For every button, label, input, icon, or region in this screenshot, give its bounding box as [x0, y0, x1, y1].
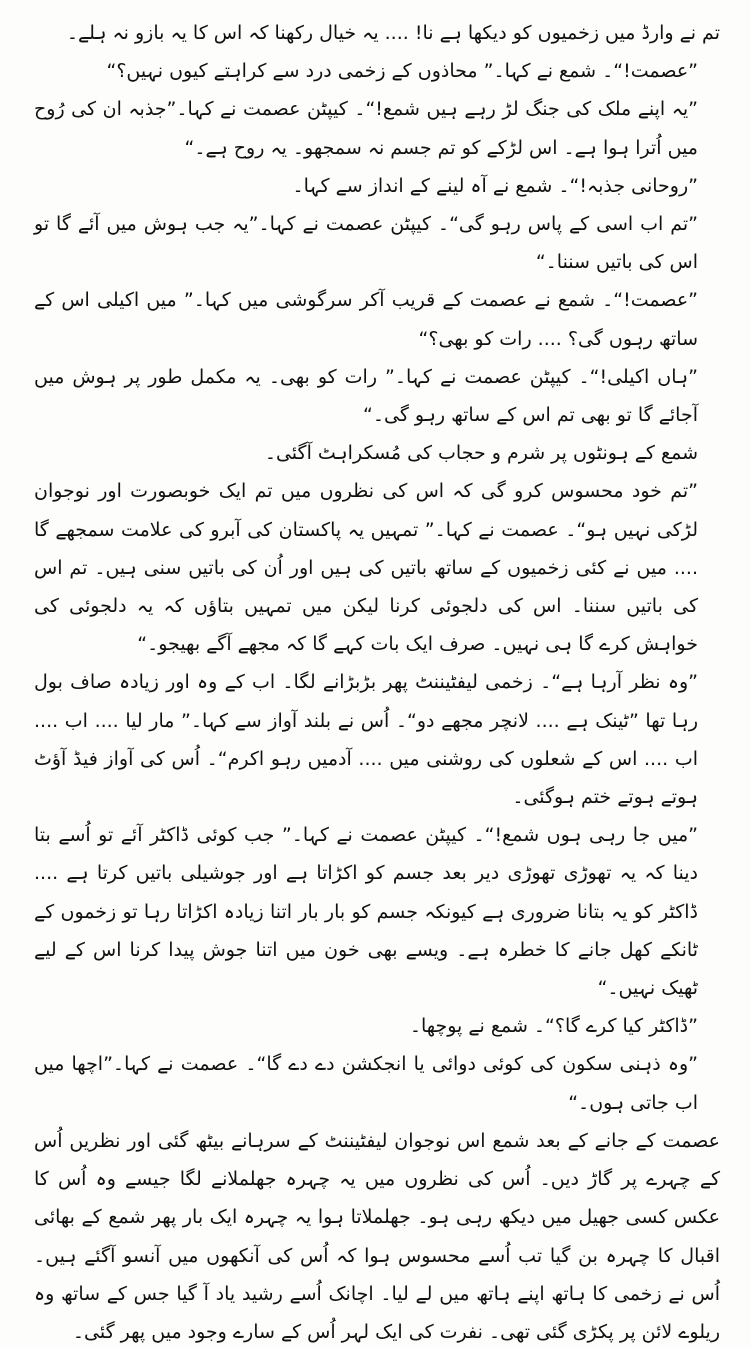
paragraph-1: تم نے وارڈ میں زخمیوں کو دیکھا ہے نا! .... یہ خیال رکھنا کہ اس کا یہ بازو نہ ہلے۔ [66, 22, 720, 44]
paragraph-2: ”عصمت!“۔ شمع نے کہا۔” محاذوں کے زخمی درد سے کراہتے کیوں نہیں؟“ [106, 60, 698, 83]
story-text [34, 14, 720, 1351]
paragraph-11: ”میں جا رہی ہوں شمع!“۔ کیپٹن عصمت نے کہا۔” جب کوئی ڈاکٹر آئے تو اُسے بتا دینا کہ یہ تھوڑی تھوڑی دیر بعد جسم کو اکڑاتا ہے اور جوشیلی باتیں کرتا ہے .... ڈاکٹر کو یہ بتانا ضروری ہے کیونکہ جسم کو بار بار اتنا زیادہ اکڑاتا رہا تو زخموں کے ٹانکے کھل جانے کا خطرہ ہے۔ ویسے بھی خون میں اتنا جوش پیدا کرنا اس کے لیے ٹھیک نہیں۔“ [34, 824, 698, 1000]
paragraph-7: ”ہاں اکیلی!“۔ کیپٹن عصمت نے کہا۔” رات کو بھی۔ یہ مکمل طور پر ہوش میں آجائے گا تو بھی تم اس کے ساتھ رہو گی۔“ [34, 365, 698, 427]
paragraph-13: ”وہ ذہنی سکون کی کوئی دوائی یا انجکشن دے دے گا“۔ عصمت نے کہا۔”اچھا میں اب جاتی ہوں۔“ [34, 1053, 698, 1114]
paragraph-5: ”تم اب اسی کے پاس رہو گی“۔ کیپٹن عصمت نے کہا۔”یہ جب ہوش میں آئے گا تو اس کی باتیں سننا۔“ [34, 213, 698, 274]
paragraph-8: شمع کے ہونٹوں پر شرم و حجاب کی مُسکراہٹ آگئی۔ [264, 442, 698, 465]
paragraph-12: ”ڈاکٹر کیا کرے گا؟“۔ شمع نے پوچھا۔ [409, 1015, 698, 1038]
paragraph-9: ”تم خود محسوس کرو گی کہ اس کی نظروں میں تم ایک خوبصورت اور نوجوان لڑکی نہیں ہو“۔ عصمت نے کہا۔” تمہیں یہ پاکستان کی آبرو کی علامت سمجھے گا .... میں نے کئی زخمیوں کے ساتھ باتیں کی ہیں اور اُن کی باتیں سنی ہیں۔ تم اس کی باتیں سننا۔ اس کی دلجوئی کرنا لیکن میں تمہیں بتاؤں کہ یہ دلجوئی کی خواہش کرے گا ہی نہیں۔ صرف ایک بات کہے گا کہ مجھے آگے بھیجو۔“ [34, 480, 698, 656]
paragraph-4: ”روحانی جذبہ!“۔ شمع نے آہ لینے کے انداز سے کہا۔ [292, 174, 698, 197]
paragraph-10: ”وہ نظر آرہا ہے“۔ زخمی لیفٹیننٹ پھر بڑبڑانے لگا۔ اب کے وہ اور زیادہ صاف بول رہا تھا ”ٹینک ہے .... لانچر مجھے دو“۔ اُس نے بلند آواز سے کہا۔” مار لیا .... اب .... اب .... اس کے شعلوں کی روشنی میں .... آدمیں رہو اکرم“۔ اُس کی آواز فیڈ آؤٹ ہوتے ہوتے ختم ہوگئی۔ [34, 671, 698, 809]
paragraph-3: ”یہ اپنے ملک کی جنگ لڑ رہے ہیں شمع!“۔ کیپٹن عصمت نے کہا۔”جذبہ ان کی رُوح میں اُترا ہوا ہے۔ اس لڑکے کو تم جسم نہ سمجھو۔ یہ روح ہے۔“ [34, 98, 698, 159]
paragraph-14: عصمت کے جانے کے بعد شمع اس نوجوان لیفٹیننٹ کے سرہانے بیٹھ گئی اور نظریں اُس کے چہرے پر گاڑ دیں۔ اُس کی نظروں میں یہ چہرہ جھلملانے لگا جیسے وہ اُس کا عکس کسی جھیل میں دیکھ رہی ہو۔ جھلملاتا ہوا یہ چہرہ ایک بار پھر شمع کے بھائی اقبال کا چہرہ بن گیا تب اُسے محسوس ہوا کہ اُس کی آنکھوں میں آنسو آگئے ہیں۔ اُس نے زخمی کا ہاتھ اپنے ہاتھ میں لے لیا۔ اچانک اُسے رشید یاد آ گیا جس کے ساتھ وہ ریلوے لائن پر پکڑی گئی تھی۔ نفرت کی ایک لہر اُس کے سارے وجود میں پھر گئی۔ [34, 1129, 720, 1343]
paragraph-6: ”عصمت!“۔ شمع نے عصمت کے قریب آکر سرگوشی میں کہا۔” میں اکیلی اس کے ساتھ رہوں گی؟ .... رات کو بھی؟“ [34, 289, 698, 350]
